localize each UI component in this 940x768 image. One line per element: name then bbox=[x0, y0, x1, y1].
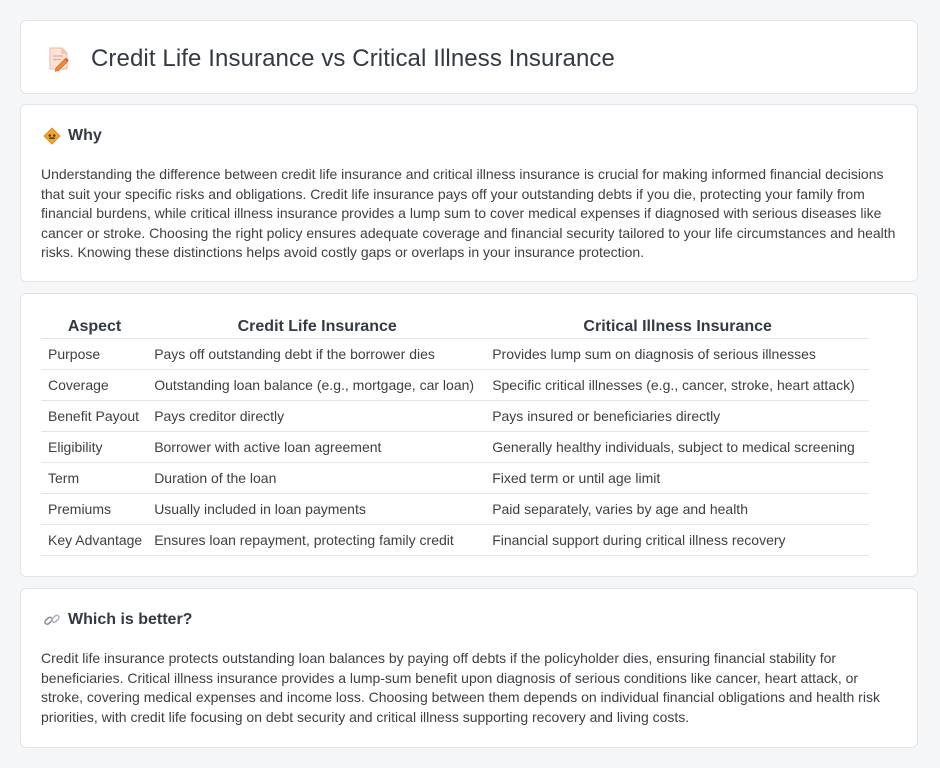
table-row bbox=[41, 339, 869, 370]
comparison-table bbox=[41, 314, 869, 556]
why-title: Why bbox=[68, 127, 102, 144]
credit-life-cell: Pays off outstanding debt if the borrower dies bbox=[148, 339, 486, 370]
title-card bbox=[20, 20, 918, 94]
which-is-better-section bbox=[20, 588, 918, 748]
aspect-cell: Term bbox=[41, 463, 148, 494]
critical-illness-cell: Specific critical illnesses (e.g., cancer, stroke, heart attack) bbox=[486, 370, 869, 401]
aspect-cell: Coverage bbox=[41, 370, 148, 401]
table-row bbox=[41, 401, 869, 432]
column-header-aspect: Aspect bbox=[41, 314, 148, 339]
credit-life-cell: Borrower with active loan agreement bbox=[148, 432, 486, 463]
diamond-warning-icon bbox=[43, 127, 61, 145]
why-section bbox=[20, 104, 918, 282]
critical-illness-cell: Financial support during critical illness recovery bbox=[486, 525, 869, 556]
credit-life-cell: Outstanding loan balance (e.g., mortgage, car loan) bbox=[148, 370, 486, 401]
credit-life-cell: Usually included in loan payments bbox=[148, 494, 486, 525]
title-row bbox=[47, 45, 615, 73]
table-row bbox=[41, 525, 869, 556]
table-header-row bbox=[41, 314, 869, 339]
page-title: Credit Life Insurance vs Critical Illness Insurance bbox=[91, 45, 615, 72]
comparison-section bbox=[20, 293, 918, 577]
document-pencil-icon bbox=[47, 46, 71, 72]
why-text: Understanding the difference between credit life insurance and critical illness insurance is crucial for making informed financial decisions that suit your specific risks and obligations. Credit life insurance pays off your outstanding debts if you die, protecting your family from financial burdens, while critical illness insurance provides a lump sum to cover medical expenses if diagnosed with serious diseases like cancer or stroke. Choosing the right policy ensures adequate coverage and financial security tailored to your life circumstances and health risks. Knowing these distinctions helps avoid costly gaps or overlaps in your insurance protection. bbox=[41, 166, 896, 261]
column-header-critical-illness: Critical Illness Insurance bbox=[486, 314, 869, 339]
aspect-cell: Purpose bbox=[41, 339, 148, 370]
table-row bbox=[41, 494, 869, 525]
better-text: Credit life insurance protects outstanding loan balances by paying off debts if the policyholder dies, ensuring financial stability for beneficiaries. Critical illness insurance provides a lump-sum benefit upon diagnosis of serious conditions like cancer, heart attack, or stroke, covering medical expenses and income loss. Choosing between them depends on individual financial obligations and health risk priorities, with credit life focusing on debt security and critical illness supporting recovery and living costs. bbox=[41, 650, 880, 725]
aspect-cell: Benefit Payout bbox=[41, 401, 148, 432]
link-icon bbox=[43, 611, 61, 629]
better-header bbox=[43, 611, 192, 629]
critical-illness-cell: Paid separately, varies by age and health bbox=[486, 494, 869, 525]
table-row bbox=[41, 432, 869, 463]
critical-illness-cell: Pays insured or beneficiaries directly bbox=[486, 401, 869, 432]
critical-illness-cell: Provides lump sum on diagnosis of serious illnesses bbox=[486, 339, 869, 370]
credit-life-cell: Pays creditor directly bbox=[148, 401, 486, 432]
credit-life-cell: Ensures loan repayment, protecting family credit bbox=[148, 525, 486, 556]
why-header bbox=[43, 127, 102, 145]
credit-life-cell: Duration of the loan bbox=[148, 463, 486, 494]
table-row bbox=[41, 463, 869, 494]
better-title: Which is better? bbox=[68, 611, 193, 628]
critical-illness-cell: Generally healthy individuals, subject to medical screening bbox=[486, 432, 869, 463]
aspect-cell: Premiums bbox=[41, 494, 148, 525]
column-header-credit-life: Credit Life Insurance bbox=[148, 314, 486, 339]
critical-illness-cell: Fixed term or until age limit bbox=[486, 463, 869, 494]
aspect-cell: Key Advantage bbox=[41, 525, 148, 556]
table-row bbox=[41, 370, 869, 401]
aspect-cell: Eligibility bbox=[41, 432, 148, 463]
